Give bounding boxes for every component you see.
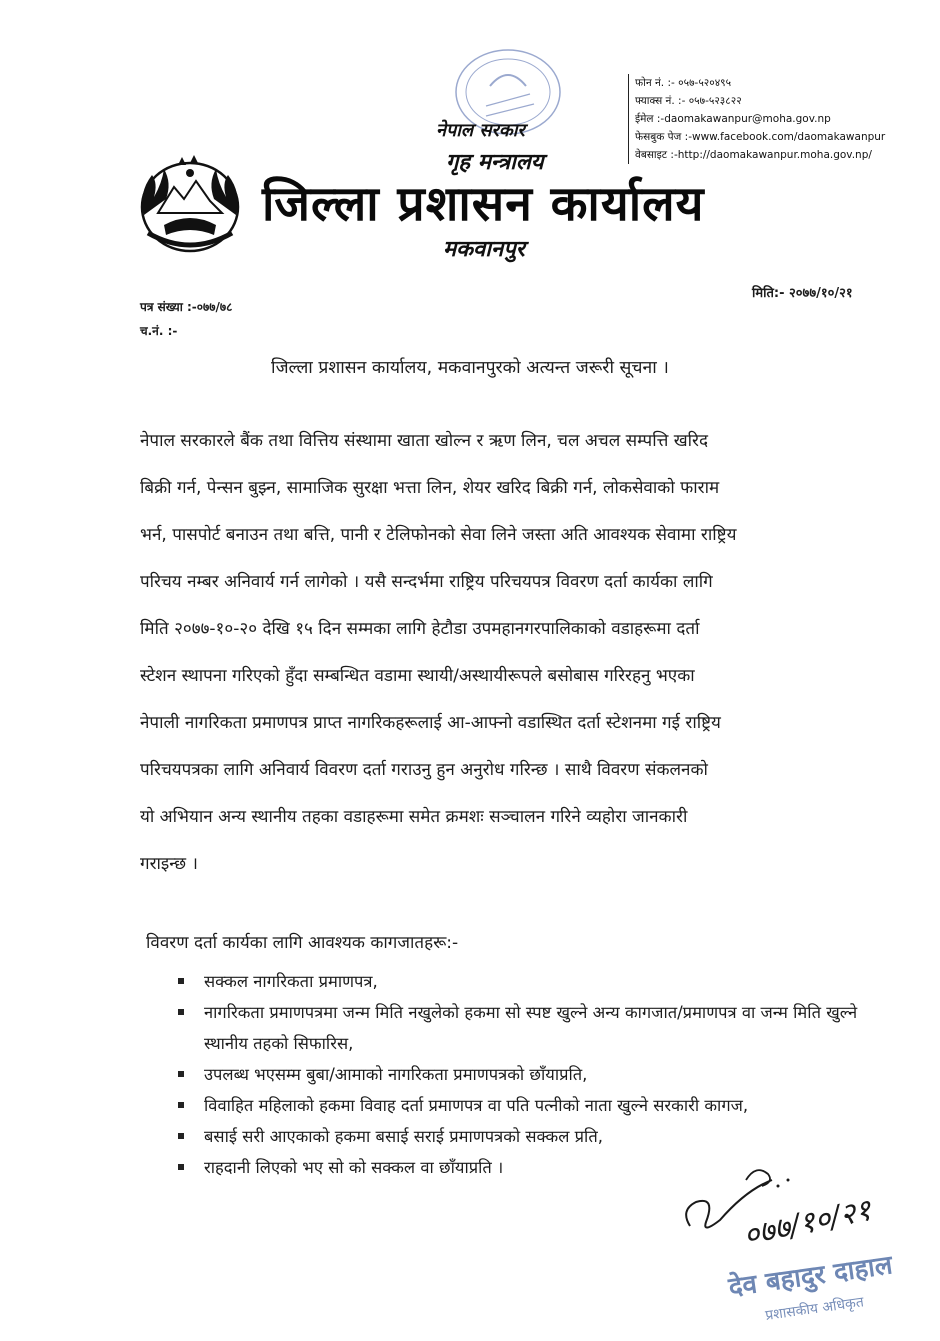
bullet-icon xyxy=(178,1102,184,1108)
contact-facebook[interactable]: फेसबुक पेज :-www.facebook.com/daomakawanpur xyxy=(635,131,886,143)
bullet-icon xyxy=(178,1009,184,1015)
list-item xyxy=(178,1090,878,1121)
bullet-icon xyxy=(178,1133,184,1139)
body-line: नेपाली नागरिकता प्रमाणपत्र प्राप्त नागरिकहरूलाई आ-आफ्नो वडास्थित दर्ता स्टेशनमा गई राष्ट्रिय xyxy=(140,713,721,733)
list-item-text: उपलब्ध भएसम्म बुबा/आमाको नागरिकता प्रमाणपत्रको छाँयाप्रति, xyxy=(204,1065,588,1084)
contact-block xyxy=(628,74,935,164)
list-item xyxy=(178,1121,878,1152)
govt-name: नेपाल सरकार xyxy=(436,120,525,141)
list-item xyxy=(178,966,878,997)
notice-subject: जिल्ला प्रशासन कार्यालय, मकवानपुरको अत्यन्त जरूरी सूचना । xyxy=(271,358,669,378)
district-name: मकवानपुर xyxy=(443,237,525,262)
body-line: परिचय नम्बर अनिवार्य गर्न लागेको । यसै सन्दर्भमा राष्ट्रिय परिचयपत्र विवरण दर्ता कार्यका लागि xyxy=(140,572,713,592)
body-line: स्टेशन स्थापना गरिएको हुँदा सम्बन्धित वडामा स्थायी/अस्थायीरूपले बसोबास गरिरहनु भएका xyxy=(140,666,695,686)
list-item xyxy=(178,1059,878,1090)
contact-website[interactable]: वेबसाइट :-http://daomakawanpur.moha.gov.np/ xyxy=(635,149,872,161)
notice-body xyxy=(140,426,860,896)
body-line: यो अभियान अन्य स्थानीय तहका वडाहरूमा समेत क्रमशः सञ्चालन गरिने व्यहोरा जानकारी xyxy=(140,807,688,827)
body-line: गराइन्छ । xyxy=(140,854,198,874)
body-line: बिक्री गर्न, पेन्सन बुझ्न, सामाजिक सुरक्षा भत्ता लिन, शेयर खरिद बिक्री गर्न, लोकसेवाको फाराम xyxy=(140,478,720,498)
dispatch-number: च.नं. :- xyxy=(140,324,178,338)
list-item-text: राहदानी लिएको भए सो को सक्कल वा छाँयाप्रति । xyxy=(204,1158,504,1177)
letter-number: पत्र संख्या :-०७७/७८ xyxy=(140,300,233,314)
body-line: मिति २०७७-१०-२० देखि १५ दिन सम्मका लागि हेटौडा उपमहानगरपालिकाको वडाहरूमा दर्ता xyxy=(140,619,700,639)
list-item-text: सक्कल नागरिकता प्रमाणपत्र, xyxy=(204,972,378,991)
list-item-text: विवाहित महिलाको हकमा विवाह दर्ता प्रमाणपत्र वा पति पत्नीको नाता खुल्ने सरकारी कागज, xyxy=(204,1096,749,1115)
bullet-icon xyxy=(178,1071,184,1077)
officer-stamp-title: प्रशासकीय अधिकृत xyxy=(764,1294,865,1324)
list-item-text: नागरिकता प्रमाणपत्रमा जन्म मिति नखुलेको हकमा सो स्पष्ट खुल्ने अन्य कागजात/प्रमाणपत्र वा जन्म मिति खुल्ने स्थानीय तहको सिफारिस, xyxy=(204,1003,858,1053)
contact-phone: फोन नं. :- ०५७-५२०४९५ xyxy=(635,77,732,89)
list-item xyxy=(178,997,878,1059)
ministry-name: गृह मन्त्रालय xyxy=(446,150,544,175)
handwritten-date: ०७७/१०/२१ xyxy=(740,1192,875,1254)
body-line: नेपाल सरकारले बैंक तथा वित्तिय संस्थामा खाता खोल्न र ऋण लिन, चल अचल सम्पत्ति खरिद xyxy=(140,431,709,451)
contact-email[interactable]: ईमेल :-daomakawanpur@moha.gov.np xyxy=(635,113,831,125)
body-line: भर्न, पासपोर्ट बनाउन तथा बत्ति, पानी र टेलिफोनको सेवा लिने जस्ता अति आवश्यक सेवामा राष्ट्रिय xyxy=(140,525,737,545)
list-item-text: बसाई सरी आएकाको हकमा बसाई सराई प्रमाणपत्रको सक्कल प्रति, xyxy=(204,1127,603,1146)
bullet-icon xyxy=(178,978,184,984)
contact-fax: फ्याक्स नं. :- ०५७-५२३८२२ xyxy=(635,95,742,107)
signature-stamp xyxy=(676,1150,926,1330)
body-line: परिचयपत्रका लागि अनिवार्य विवरण दर्ता गराउनु हुन अनुरोध गरिन्छ । साथै विवरण संकलनको xyxy=(140,760,708,780)
officer-stamp-name: देव बहादुर दाहाल xyxy=(726,1250,895,1303)
bullet-icon xyxy=(178,1164,184,1170)
office-title: जिल्ला प्रशासन कार्यालय xyxy=(262,176,705,232)
requirements-title: विवरण दर्ता कार्यका लागि आवश्यक कागजातहरू:- xyxy=(146,933,459,953)
letter-date: मिति:- २०७७/१०/२१ xyxy=(752,286,853,301)
nepal-emblem-icon xyxy=(134,153,246,257)
